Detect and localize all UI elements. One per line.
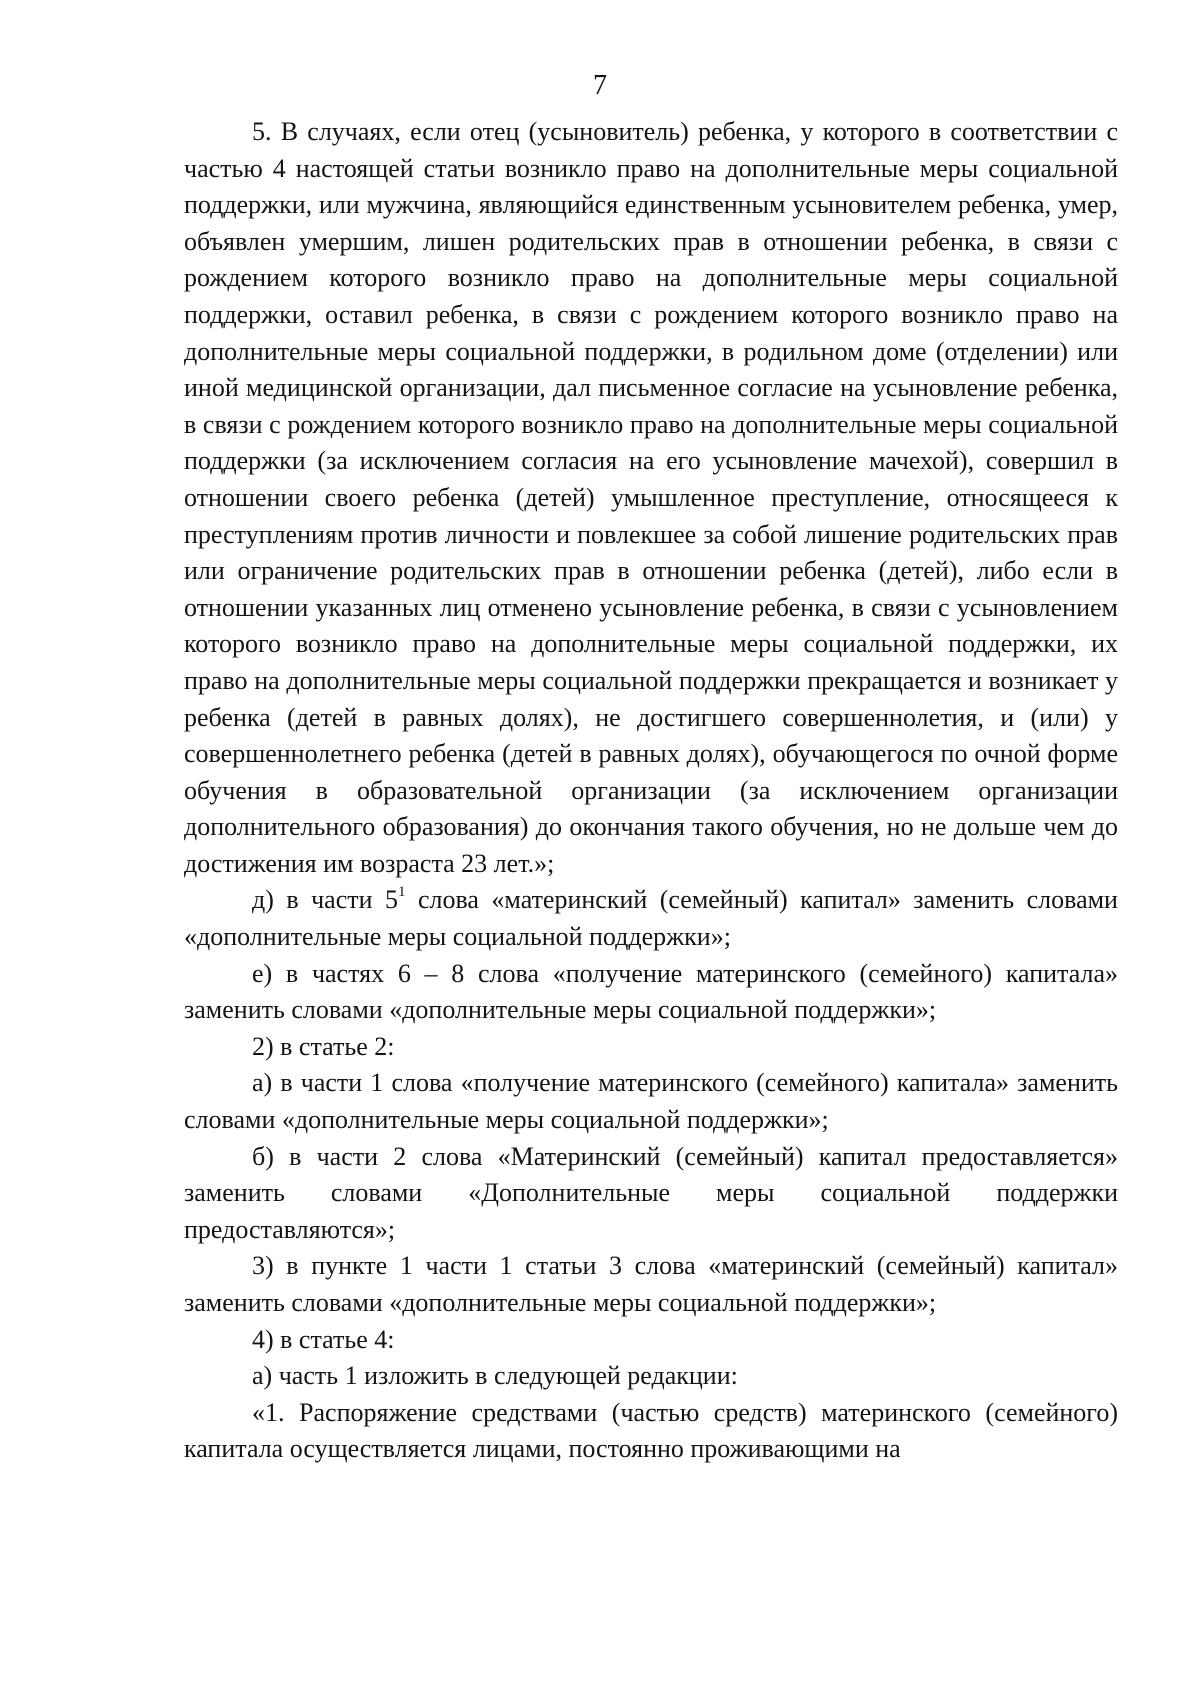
paragraph-a-part-1: а) в части 1 слова «получение материнского (семейного) капитала» заменить словами «дополнительные меры социальной поддержки»; [184,1068,1118,1135]
paragraph-4-article-4: 4) в статье 4: [252,1324,395,1354]
paragraph-b-part-2: б) в части 2 слова «Материнский (семейный) капитал предоставляется» заменить словами «Дополнительные меры социальной поддержки предоставляются»; [184,1141,1118,1244]
paragraph-e-parts-6-8: е) в частях 6 – 8 слова «получение материнского (семейного) капитала» заменить словами «дополнительные меры социальной поддержки»; [184,958,1118,1025]
paragraph-d-text-end: слова «материнский (семейный) капитал» заменить словами «дополнительные меры социальной поддержки»; [184,885,1118,952]
paragraph-5-deceased-father: 5. В случаях, если отец (усыновитель) ребенка, у которого в соответствии с частью 4 настоящей статьи возникло право на дополнительные меры социальной поддержки, или мужчина, являющийся единственным усыновителем ребенка, умер, объявлен умершим, лишен родительских прав в отношении ребенка, в связи с рождением которого возникло право на дополнительные меры социальной поддержки, оставил ребенка, в связи с рождением которого возникло право на дополнительные меры социальной поддержки, в родильном доме (отделении) или иной медицинской организации, дал письменное согласие на усыновление ребенка, в связи с рождением которого возникло право на дополнительные меры социальной поддержки (за исключением согласия на его усыновление мачехой), совершил в отношении своего ребенка (детей) умышленное преступление, относящееся к преступлениям против личности и повлекшее за собой лишение родительских прав или ограничение родительских прав в отношении ребенка (детей), либо если в отношении указанных лиц отменено усыновление ребенка, в связи с усыновлением которого возникло право на дополнительные меры социальной поддержки, их право на дополнительные меры социальной поддержки прекращается и возникает у ребенка (детей в равных долях), не достигшего совершеннолетия, и (или) у совершеннолетнего ребенка (детей в равных долях), обучающегося по очной форме обучения в образовательной организации (за исключением организации дополнительного образования) до окончания такого обучения, но не дольше чем до достижения им возраста 23 лет.»; [184,117,1118,878]
superscript-one: 1 [398,884,406,901]
paragraph-3-article-3: 3) в пункте 1 части 1 статьи 3 слова «материнский (семейный) капитал» заменить словами «дополнительные меры социальной поддержки»; [184,1251,1118,1317]
document-body [184,114,1118,1468]
paragraph-a-new-edition: а) часть 1 изложить в следующей редакции: [252,1361,738,1391]
paragraph-quoted-part-1: «1. Распоряжение средствами (частью средств) материнского (семейного) капитала осуществляется лицами, постоянно проживающими на [184,1397,1118,1464]
paragraph-2-article-2: 2) в статье 2: [252,1031,395,1061]
paragraph-d-text-start: д) в части 5 [252,885,398,915]
page-number: 7 [593,70,607,101]
paragraph-d-part-5-1 [184,882,1118,955]
